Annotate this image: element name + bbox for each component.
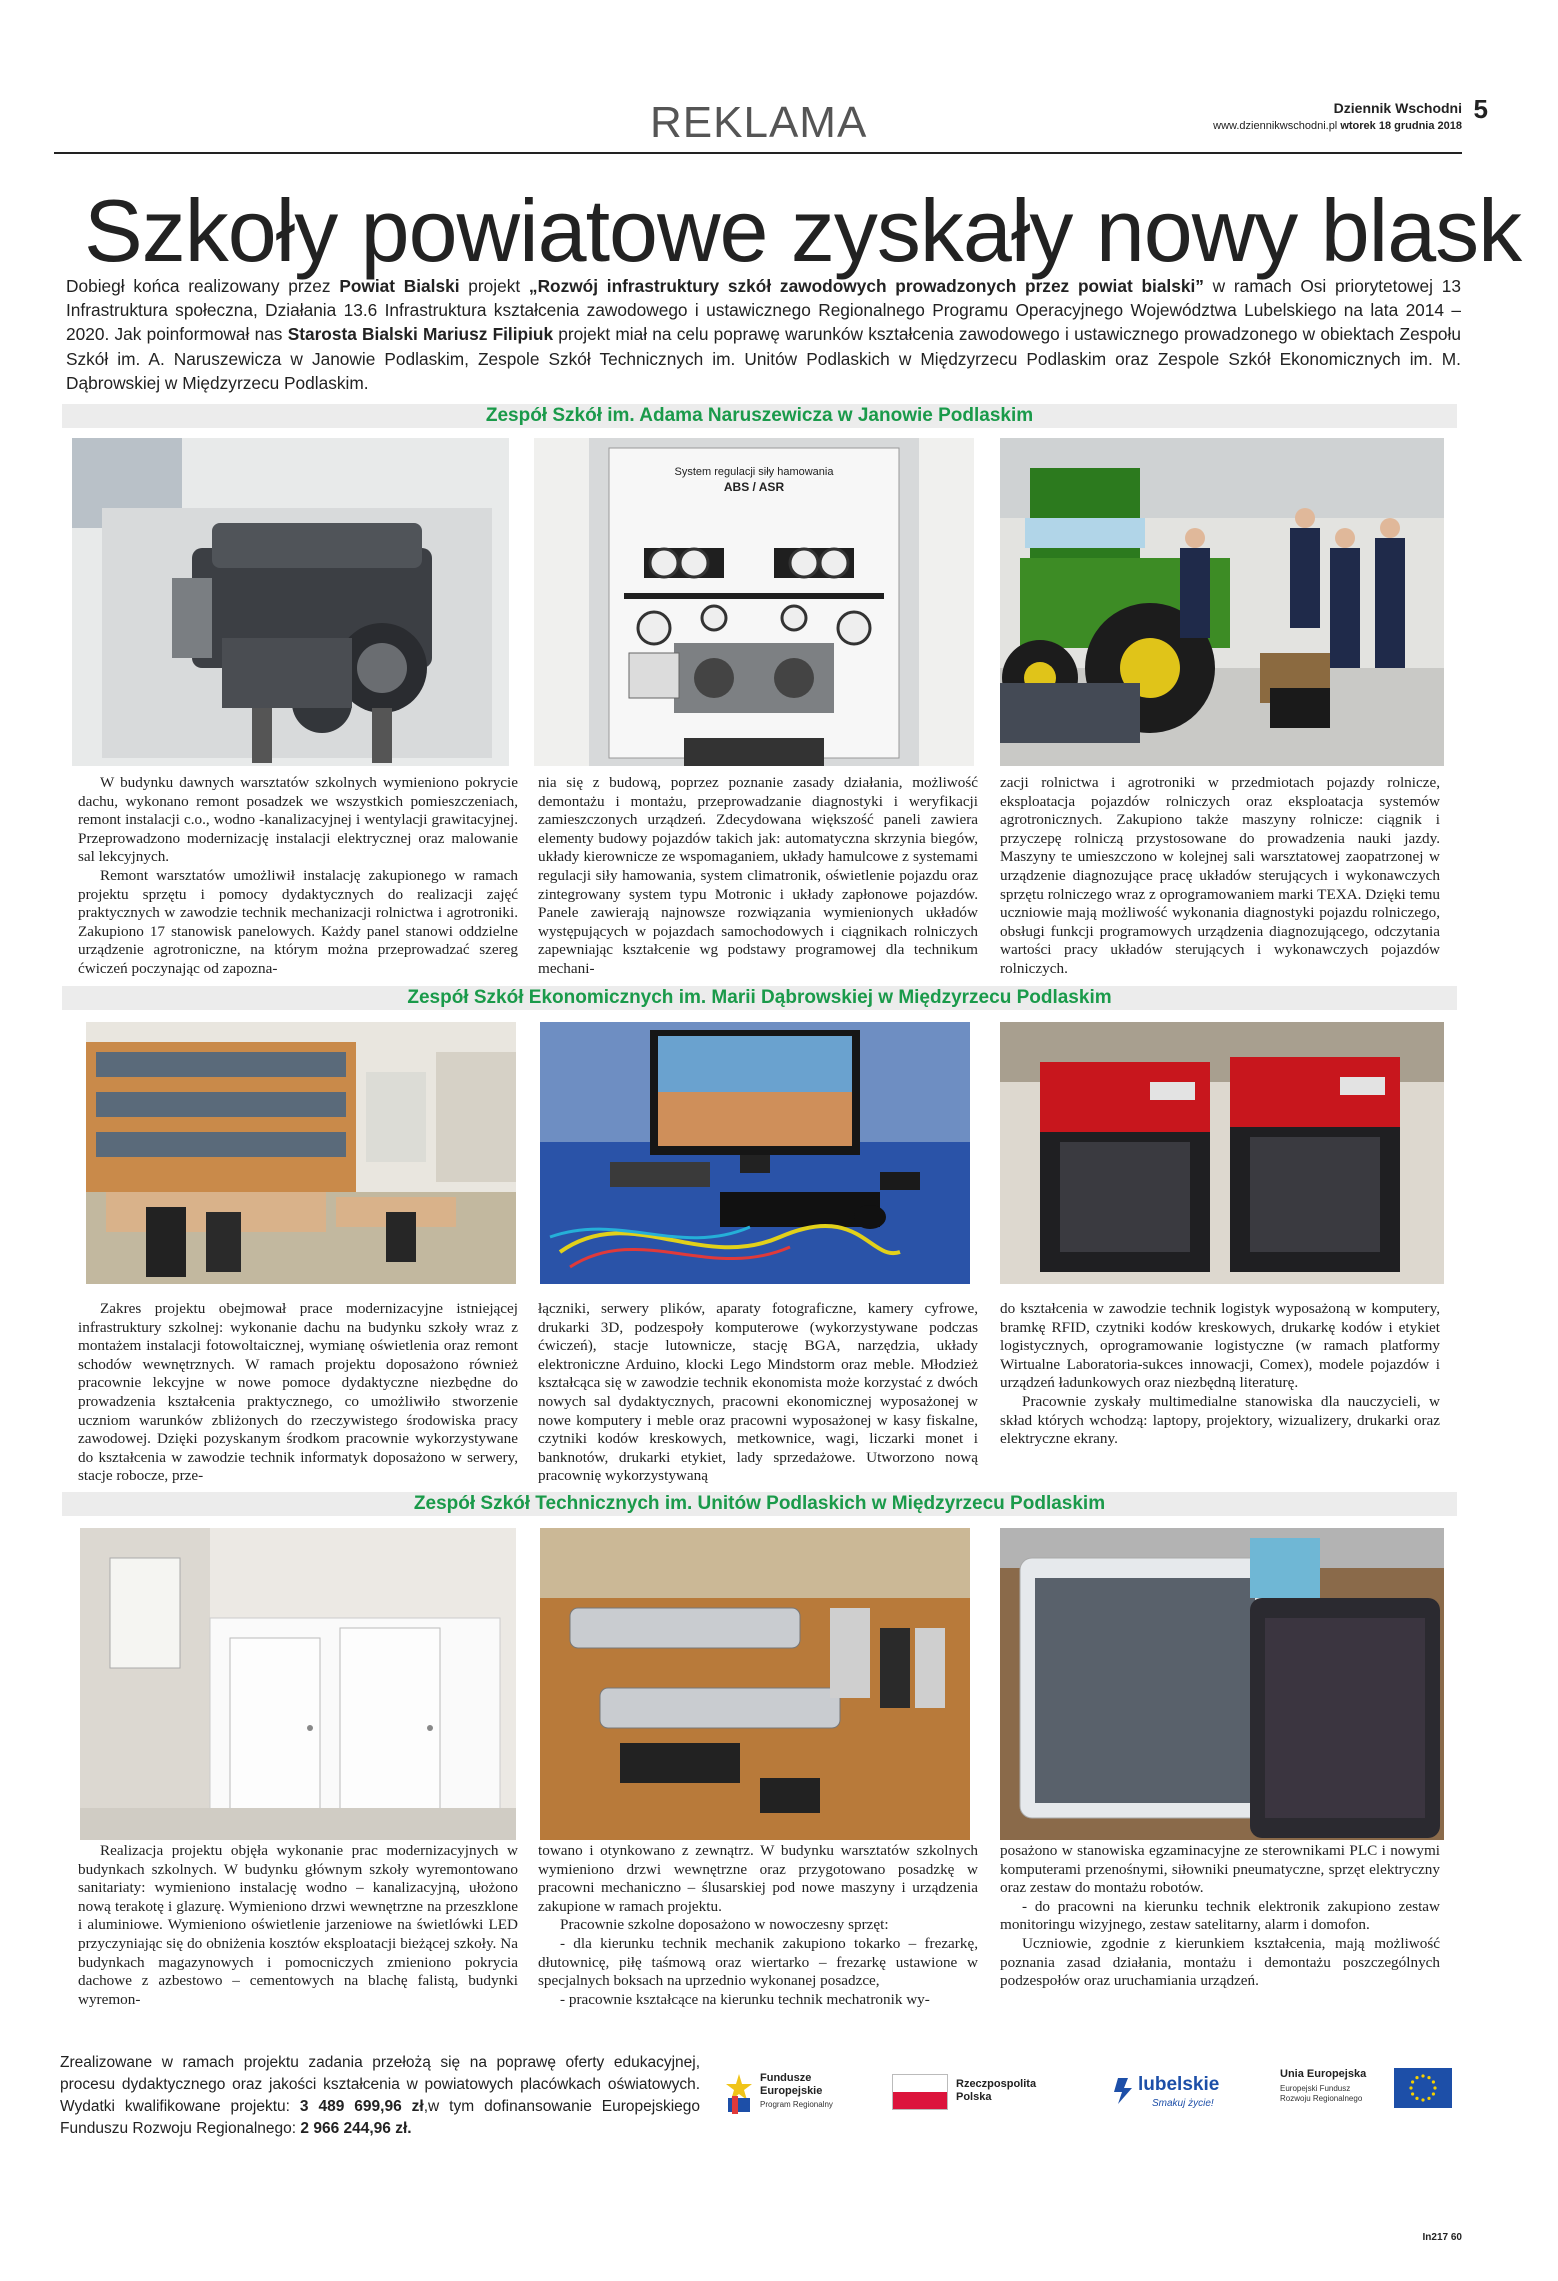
rp-title: Rzeczpospolita Polska (956, 2078, 1037, 2103)
paragraph: - pracownie kształcące na kierunku technik mechatronik wy- (560, 1990, 930, 2008)
text-column (78, 1842, 518, 2009)
polish-flag-icon (892, 2074, 948, 2110)
ad-code: In217 60 (1422, 2232, 1462, 2243)
section-title-janow: Zespół Szkół im. Adama Naruszewicza w Janowie Podlaskim (62, 404, 1457, 428)
paragraph: Zakres projektu obejmował prace modernizacyjne istniejącej infrastruktury szkolnej: wykonanie dachu na budynku szkoły wraz z montażem instalacji fotowoltaicznej, wymianę oświetlenia oraz remont schodów wewnętrznych. W ramach projektu doposażono również pracownie lekcyjne w nowe pomoce dydaktyczne niezbędne do prowadzenia kształcenia praktycznego, co umożliwiło stworzenie uczniom warunków zbliżonych do rzeczywistego środowiska pracy zawodowej. Dzięki pozyskanym środkom pracownie wykorzystywane do kształcenia w zawodzie technik informatyk doposażono w serwery, stacje robocze, prze- (78, 1300, 518, 1485)
section-title-technicznych: Zespół Szkół Technicznych im. Unitów Podlaskich w Międzyrzecu Podlaskim (62, 1492, 1457, 1516)
paragraph: do kształcenia w zawodzie technik logistyk wyposażoną w komputery, bramkę RFID, czytniki kodów kreskowych, drukarkę kodów i etykiet logistycznych, oprogramowanie logistyczne (w ramach platformy Wirtualne Laboratoria-sukces innowacji, Comex), modele pojazdów i urządzeń ładunkowych oraz niezbędną literaturę. (1000, 1300, 1440, 1392)
text-column (538, 1842, 978, 2009)
paragraph: - dla kierunku technik mechanik zakupiono tokarko – frezarkę, dłutownicę, piłę taśmową oraz wiertarko – frezarkę ustawione w specjalnych boksach na uprzednio wykonanej posadzce, (538, 1934, 978, 1990)
photo-engine (72, 438, 509, 766)
photo-3d-printers (1000, 1022, 1444, 1284)
paragraph: Uczniowie, zgodnie z kierunkiem kształcenia, mają możliwość poznania zasad działania, montażu i demontażu poszczególnych podzespołów oraz uruchamiania urządzeń. (1000, 1934, 1440, 1990)
rzeczpospolita-polska-logo (892, 2074, 1037, 2114)
footer-text: ,w tym dofinansowanie Europejskiego Funduszu Rozwoju Regionalnego: (60, 2098, 701, 2137)
fe-star-icon (724, 2072, 754, 2114)
panel-sublabel: ABS / ASR (723, 480, 785, 494)
text-column (78, 774, 518, 979)
photo-tractor (1000, 438, 1444, 766)
paper-name: Dziennik Wschodni (1333, 100, 1462, 116)
text-column (538, 774, 978, 979)
footer-text: Zrealizowane w ramach projektu zadania przełożą się na poprawę oferty edukacyjnej, procesu dydaktycznego oraz jakości kształcenia w powiatowych placówkach oświatowych. Wydatki kwalifikowane projektu: (60, 2054, 700, 2115)
paragraph: zacji rolnictwa i agrotroniki w przedmiotach pojazdy rolnicze, eksploatacja pojazdów rolniczych oraz eksploatacja systemów agrotronicznych. Zakupiono także maszyny rolnicze: ciągnik i przyczepę rolniczą przystosowane do prowadzenia nauki jazdy. Maszyny te umieszczono w kolejnej sali warsztatowej zaopatrzonej w urządzenie diagnozujące pracę układów sterujących i wykonawczych sprzętu rolniczego wraz z oprogramowaniem marki TEXA. Dzięki temu uczniowie mają możliwość wykonania diagnostyki pojazdu rolniczego, obsługi funkcji programowych urządzenia diagnozującego, odczytania wartości pracy układów sterujących i wykonawczych pojazdów rolniczych. (1000, 774, 1440, 977)
paragraph: Realizacja projektu objęła wykonanie prac modernizacyjnych w budynkach szkolnych. W budynku głównym szkoły wyremontowano sanitariaty: wymieniono instalację wodno – kanalizacyjną, ułożono nową terakotę i glazurę. Wymieniono drzwi wewnętrzne na przeszklone i aluminiowe. Wymieniono oświetlenie jarzeniowe na świetlówki LED przyczyniając się do obniżenia kosztów eksploatacji bieżącej szkoły. Na budynkach magazynowych i pomocniczych zmieniono pokrycia dachowe z azbestowo – cementowych na blachę falistą, budynki wyremon- (78, 1842, 518, 2008)
section-label: REKLAMA (650, 98, 868, 147)
text-column (78, 1300, 518, 1486)
intro-text: Dobiegł końca realizowany przez (66, 276, 340, 296)
intro-bold: Powiat Bialski (339, 276, 460, 296)
photo-computer-lab (86, 1022, 516, 1284)
intro-text: projekt (459, 276, 529, 296)
website: www.dziennikwschodni.pl (1213, 120, 1338, 132)
lubelskie-mark-icon (1112, 2074, 1136, 2108)
fe-subtitle: Program Regionalny (760, 2100, 833, 2109)
ue-subtitle-1: Europejski Fundusz (1280, 2084, 1351, 2093)
text-column (1000, 774, 1440, 979)
photo-sanitary (80, 1528, 516, 1840)
paragraph: nia się z budową, poprzez poznanie zasady działania, możliwość demontażu i montażu, przeprowadzanie diagnostyki i weryfikacji zamieszczonych urządzeń. Zdecydowana większość paneli zawiera elementy budowy pojazdów takich jak: automatyczna skrzynia biegów, układy kierownicze ze wspomaganiem, układy hamulcowe z systemami regulacji siły hamowania, system climatronik, oświetlenie pojazdu oraz zintegrowany system typu Motronic i układy zapłonowe pojazdów. Panele zawierają najnowsze rozwiązania wymienionych układów występujących w pojazdach samochodowych i ciągnikach rolniczych zapewniając kształcenie wg podstawy programowej dla technikum mechani- (538, 774, 978, 977)
footer-bold: 3 489 699,96 zł (299, 2098, 424, 2115)
intro-text: projekt miał na celu poprawę warunków kształcenia zawodowego i ustawicznego prowadzonego w obiektach Zespołu Szkół im. A. Naruszewicza w Janowie Podlaskim, Zespole Szkół Technicznych im. Unitów Podlaskich w Międzyrzecu Podlaskim oraz Zespole Szkół Ekonomicznych im. M. Dąbrowskiej w Międzyrzecu Podlaskim. (66, 324, 1461, 393)
masthead (1213, 94, 1488, 132)
panel-label: System regulacji siły hamowania (674, 466, 834, 478)
page-meta (1213, 120, 1462, 132)
photo-workstation (540, 1022, 970, 1284)
paragraph: - do pracowni na kierunku technik elektronik zakupiono zestaw monitoringu wizyjnego, zestaw satelitarny, alarm i domofon. (1000, 1897, 1440, 1934)
intro-bold: „Rozwój infrastruktury szkół zawodowych prowadzonych przez powiat bialski” (528, 276, 1204, 296)
paragraph: Remont warsztatów umożliwił instalację zakupionego w ramach projektu sprzętu i pomocy dydaktycznych do realizacji zajęć praktycznych w zawodzie technik mechanizacji rolnictwa i agrotroniki. Zakupiono 17 stanowisk panelowych. Każdy panel stanowi oddzielne urządzenie agrotroniczne, na którym można przeprowadzać szereg ćwiczeń poczynając od zapozna- (78, 866, 518, 977)
intro-text: w ramach Osi priorytetowej 13 Infrastruktura społeczna, Działania 13.6 Infrastruktura kształcenia zawodowego i ustawicznego Regionalnego Programu Operacyjnego Województwa Lubelskiego na lata 2014 – 2020. Jak poinformował nas (66, 276, 1461, 345)
text-column (538, 1300, 978, 1486)
fe-title: Fundusze Europejskie (760, 2072, 823, 2097)
footer-paragraph (60, 2052, 700, 2140)
paragraph: W budynku dawnych warsztatów szkolnych wymieniono pokrycie dachu, wykonano remont posadzek we wszystkich pomieszczeniach, remont instalacji c.o., wodno -kanalizacyjnej i wentylacji grawitacyjnej. Przeprowadzono modernizację instalacji elektrycznej oraz malowanie sal lekcyjnych. (78, 774, 518, 866)
paragraph: łączniki, serwery plików, aparaty fotograficzne, kamery cyfrowe, drukarki 3D, podzespoły komputerowe (wykorzystywane podczas ćwiczeń), stacje lutownicze, stację BGA, narzędzia, układy elektroniczne Arduino, klocki Lego Mindstorm oraz meble. Młodzież kształcąca się w zawodzie technik ekonomista może korzystać z dwóch nowych sal dydaktycznych, pracowni ekonomicznej wyposażonej w nowe komputery i meble oraz pracowni wyposażonej w kasy fiskalne, czytniki kodów kreskowych, metkownice, wagi, liczarki monet i banknotów, drukarki etykiet, lady sprzedażowe. Utworzono nową pracownię wykorzystywaną (538, 1300, 978, 1485)
intro-bold: Starosta Bialski Mariusz Filipiuk (287, 324, 554, 345)
section-title-ekonomicznych: Zespół Szkół Ekonomicznych im. Marii Dąbrowskiej w Międzyrzecu Podlaskim (62, 986, 1457, 1010)
lubelskie-title: lubelskie (1138, 2074, 1220, 2095)
eu-flag-icon (1394, 2068, 1452, 2108)
header-rule (54, 152, 1462, 154)
lubelskie-slogan: Smakuj życie! (1152, 2098, 1214, 2109)
paragraph: Pracownie zyskały multimedialne stanowiska dla nauczycieli, w skład których wchodzą: laptopy, projektory, wizualizery, drukarki oraz elektryczne ekrany. (1000, 1392, 1440, 1448)
ue-subtitle-2: Rozwoju Regionalnego (1280, 2094, 1363, 2103)
issue-date: wtorek 18 grudnia 2018 (1340, 120, 1462, 132)
photo-robot-kit (1000, 1528, 1444, 1840)
lubelskie-logo (1112, 2068, 1232, 2118)
page-number: 5 (1473, 94, 1488, 124)
fundusze-europejskie-logo (724, 2068, 864, 2118)
paragraph: towano i otynkowano z zewnątrz. W budynku warsztatów szkolnych wymieniono drzwi wewnętrzne oraz przygotowano posadzkę w pracowni mechaniczno – ślusarskiej pod nowe maszyny i urządzenia zakupione w ramach projektu. (538, 1842, 978, 1915)
text-column (1000, 1842, 1440, 1991)
paragraph: posażono w stanowiska egzaminacyjne ze sterownikami PLC i nowymi komputerami przenośnymi, siłowniki pneumatyczne, sprzęt elektryczny oraz zestaw do montażu robotów. (1000, 1842, 1440, 1897)
paragraph: Pracownie szkolne doposażono w nowoczesny sprzęt: (560, 1916, 889, 1934)
footer-bold: 2 966 244,96 zł. (300, 2120, 412, 2137)
ue-title: Unia Europejska (1280, 2068, 1367, 2080)
intro-paragraph (66, 274, 1461, 395)
photo-abs-panel (534, 438, 974, 766)
photo-pneumatics (540, 1528, 970, 1840)
headline: Szkoły powiatowe zyskały nowy blask (84, 181, 1522, 280)
unia-europejska-logo (1280, 2066, 1460, 2120)
text-column (1000, 1300, 1440, 1449)
